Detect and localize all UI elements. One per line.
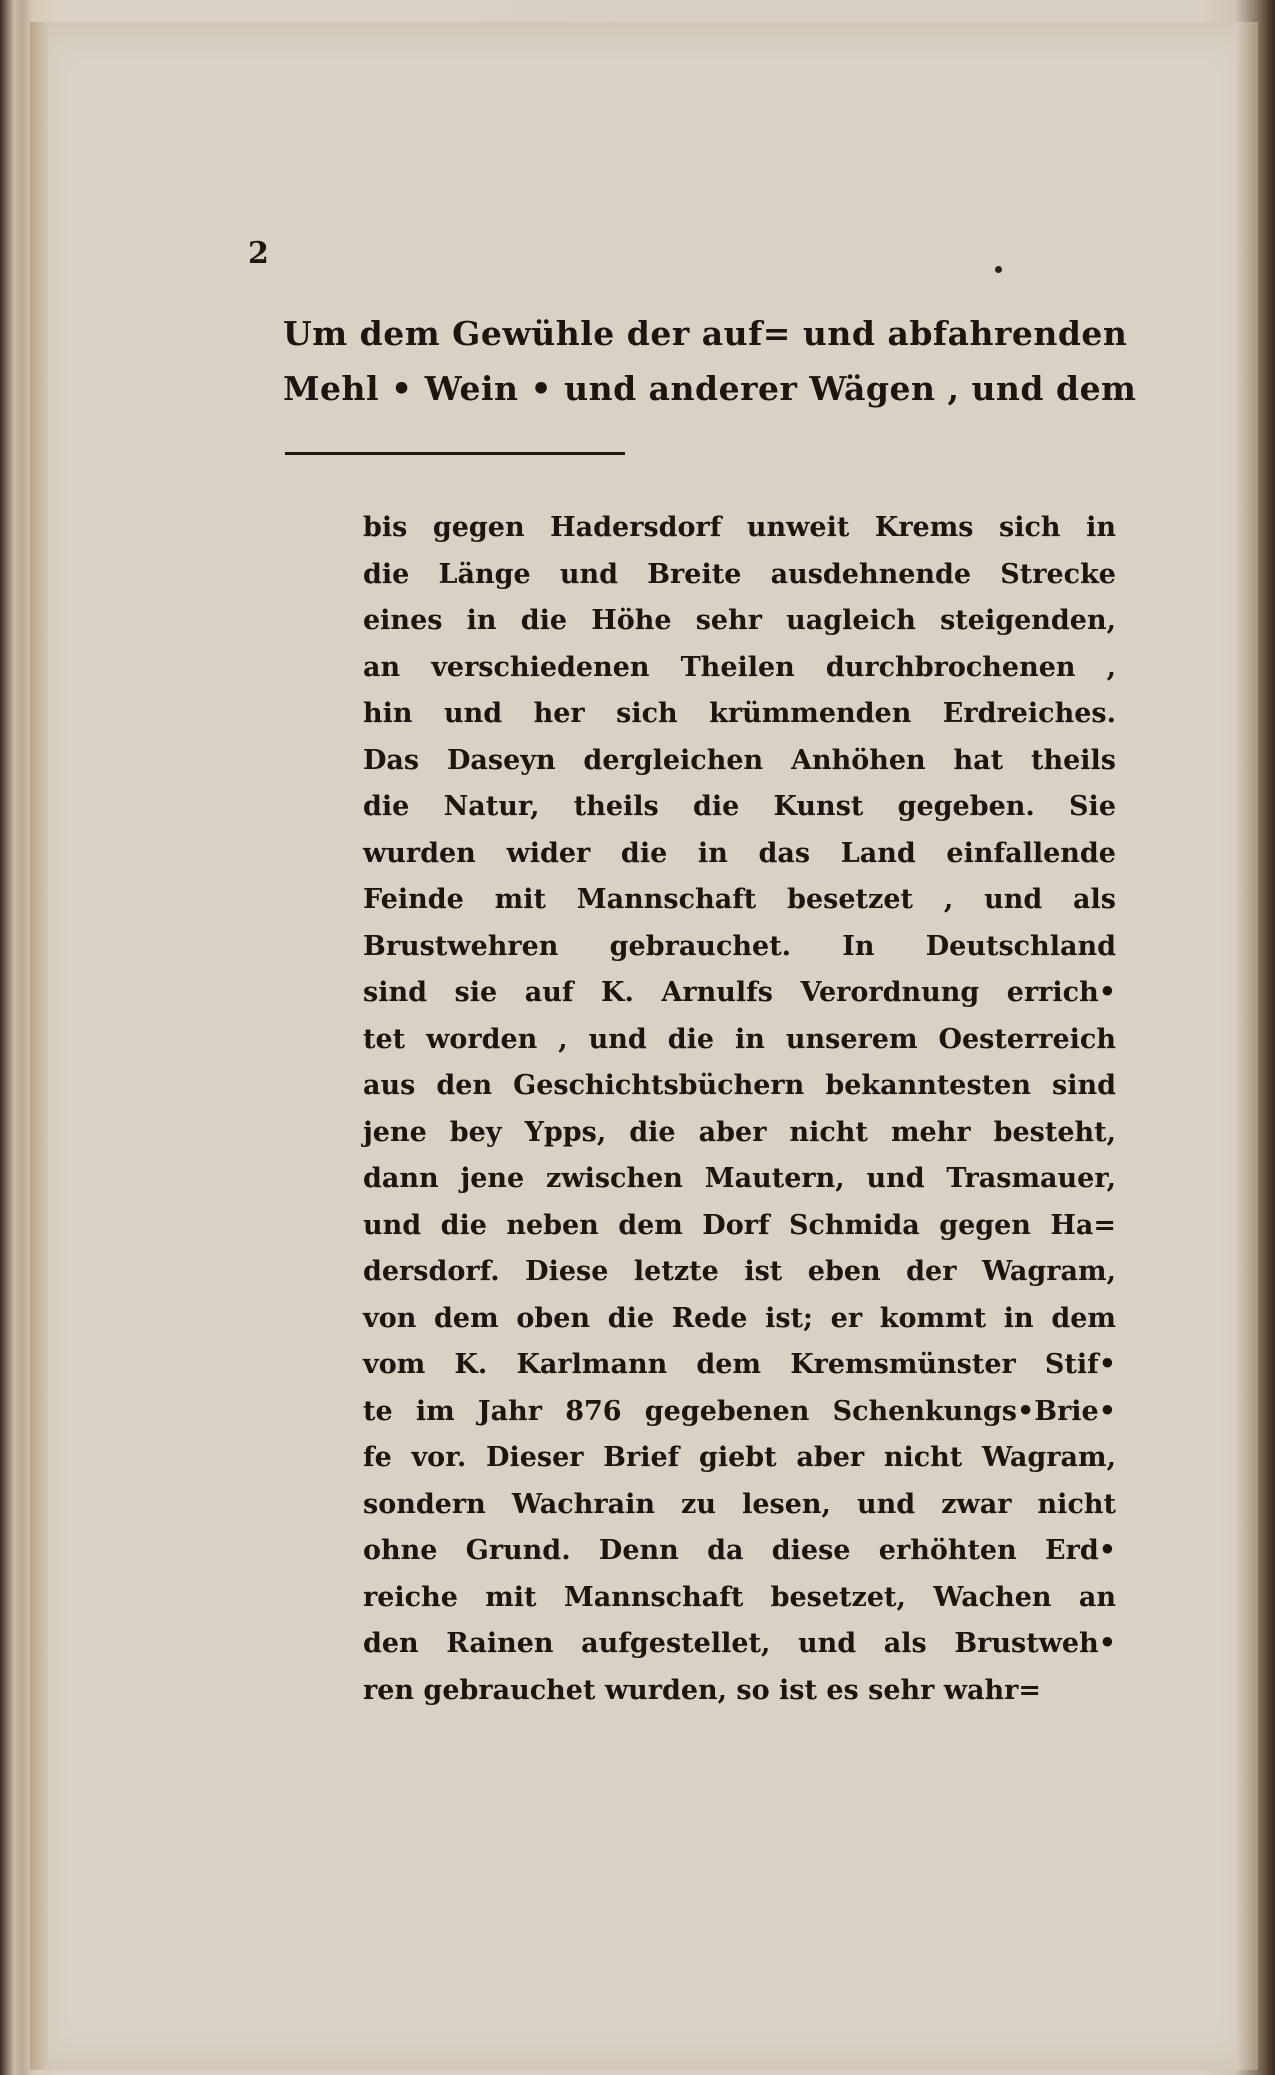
footnote-line: te im Jahr 876 gegebenen Schenkungs•Brie• [363, 1395, 1116, 1427]
footnote-line: Das Daseyn dergleichen Anhöhen hat theils [363, 744, 1116, 776]
footnote-line: dann jene zwischen Mautern, und Trasmauer, [363, 1163, 1116, 1194]
footnote-block [363, 505, 1116, 1714]
footnote-line: vom K. Karlmann dem Kremsmünster Stif• [363, 1349, 1116, 1380]
footnote-line: sondern Wachrain zu lesen, und zwar nicht [363, 1488, 1116, 1520]
footnote-line: an verschiedenen Theilen durchbrochenen , [363, 651, 1116, 683]
main-text-block [283, 306, 1137, 416]
footnote-separator-rule [285, 452, 625, 455]
printer-dot [995, 266, 1002, 273]
footnote-line: die Natur, theils die Kunst gegeben. Sie [363, 791, 1116, 822]
footnote-line: den Rainen aufgestellet, und als Brustweh• [363, 1628, 1116, 1659]
footnote-line: wurden wider die in das Land einfallende [363, 837, 1116, 869]
footnote-line: und die neben dem Dorf Schmida gegen Ha= [363, 1209, 1116, 1241]
page-fore-edge [1236, 22, 1258, 2070]
footnote-line: sind sie auf K. Arnulfs Verordnung errich• [363, 977, 1116, 1008]
footnote-line: bis gegen Hadersdorf unweit Krems sich in [363, 512, 1116, 543]
footnote-line: Feinde mit Mannschaft besetzet , und als [363, 884, 1116, 915]
footnote-line: jene bey Ypps, die aber nicht mehr besteht, [363, 1116, 1116, 1148]
main-text-line: Mehl • Wein • und anderer Wägen , und dem [283, 369, 1137, 408]
footnote-line: fe vor. Dieser Brief giebt aber nicht Wagram, [363, 1442, 1116, 1473]
footnote-line: ren gebrauchet wurden, so ist es sehr wahr= [363, 1674, 1041, 1706]
footnote-line: dersdorf. Diese letzte ist eben der Wagram, [363, 1256, 1116, 1287]
footnote-line: reiche mit Mannschaft besetzet, Wachen an [363, 1581, 1116, 1613]
footnote-line: aus den Geschichtsbüchern bekanntesten sind [363, 1070, 1116, 1101]
footnote-line: von dem oben die Rede ist; er kommt in dem [363, 1302, 1116, 1334]
footnote-line: hin und her sich krümmenden Erdreiches. [363, 698, 1116, 729]
main-text-line: Um dem Gewühle der auf= und abfahrenden [283, 314, 1128, 353]
footnote-line: Brustwehren gebrauchet. In Deutschland [363, 930, 1116, 962]
footnote-line: eines in die Höhe sehr uagleich steigenden, [363, 605, 1116, 636]
footnote-line: ohne Grund. Denn da diese erhöhten Erd• [363, 1535, 1116, 1566]
page-number: 2 [248, 236, 269, 271]
footnote-line: die Länge und Breite ausdehnende Strecke [363, 558, 1116, 590]
page-gutter-shadow [30, 22, 48, 2070]
footnote-line: tet worden , und die in unserem Oesterreich [363, 1023, 1116, 1055]
